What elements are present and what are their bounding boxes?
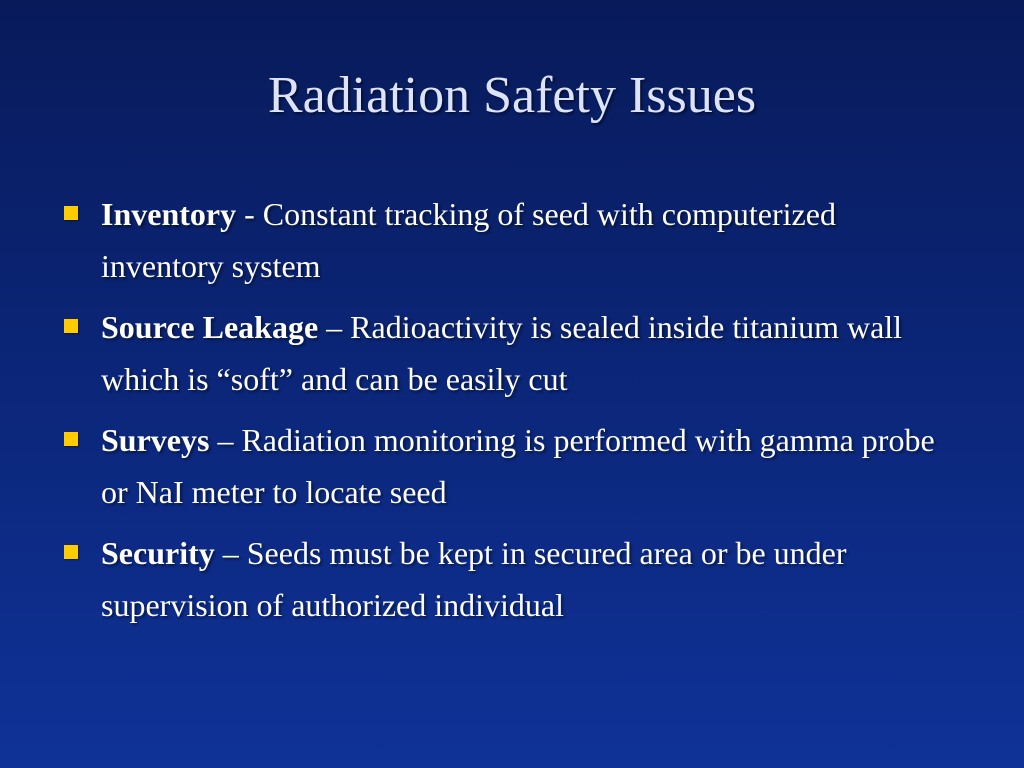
bullet-list	[64, 188, 964, 640]
bullet-item-inventory	[64, 188, 964, 292]
square-bullet-icon	[64, 319, 78, 333]
bullet-item-surveys	[64, 414, 964, 518]
bullet-separator: –	[214, 535, 247, 571]
bullet-description: Constant tracking of seed with computerized inventory system	[101, 196, 836, 284]
bullet-item-security	[64, 527, 964, 631]
bullet-item-source-leakage	[64, 301, 964, 405]
bullet-separator: -	[236, 196, 263, 232]
bullet-description: Radioactivity is sealed inside titanium wall which is “soft” and can be easily cut	[101, 309, 903, 397]
bullet-description: Radiation monitoring is performed with gamma probe or NaI meter to locate seed	[101, 422, 935, 510]
square-bullet-icon	[64, 432, 78, 446]
square-bullet-icon	[64, 206, 78, 220]
bullet-term: Surveys	[101, 422, 210, 458]
square-bullet-icon	[64, 545, 78, 559]
bullet-term: Source Leakage	[101, 309, 319, 345]
bullet-separator: –	[209, 422, 242, 458]
bullet-description: Seeds must be kept in secured area or be under supervision of authorized individual	[101, 535, 847, 623]
slide-title: Radiation Safety Issues	[267, 67, 757, 124]
bullet-term: Security	[101, 535, 215, 571]
bullet-term: Inventory	[101, 196, 237, 232]
bullet-separator: –	[318, 309, 351, 345]
